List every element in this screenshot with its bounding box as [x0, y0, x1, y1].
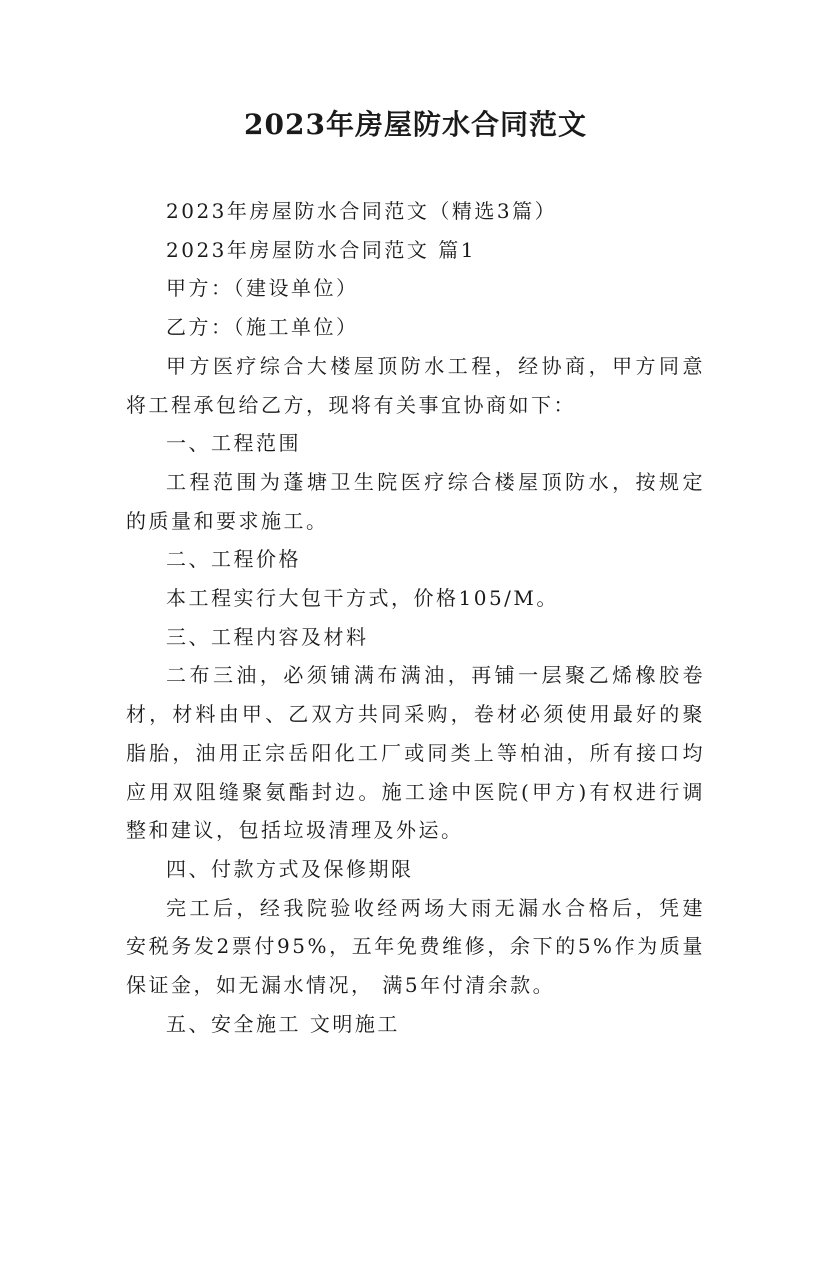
document-body	[126, 192, 705, 1043]
section-heading-safety: 五、安全施工 文明施工	[166, 1011, 400, 1036]
paragraph-article-heading: 2023年房屋防水合同范文 篇1	[166, 237, 476, 262]
paragraph-scope: 工程范围为蓬塘卫生院医疗综合楼屋顶防水，按规定的质量和要求施工。	[126, 469, 705, 533]
paragraph-preamble: 甲方医疗综合大楼屋顶防水工程，经协商，甲方同意将工程承包给乙方，现将有关事宜协商如下：	[126, 353, 705, 417]
paragraph-price: 本工程实行大包干方式，价格105/M。	[166, 586, 559, 611]
section-heading-scope: 一、工程范围	[166, 431, 301, 456]
paragraph-materials: 二布三油，必须铺满布满油，再铺一层聚乙烯橡胶卷材，材料由甲、乙双方共同采购，卷材必须使用最好的聚脂胎，油用正宗岳阳化工厂或同类上等柏油，所有接口均应用双阻缝聚氨酯封边。施工途中医院(甲方)有权进行调整和建议，包括垃圾清理及外运。	[126, 663, 705, 843]
paragraph-party-b: 乙方：（施工单位）	[166, 315, 359, 340]
section-heading-payment: 四、付款方式及保修期限	[166, 856, 414, 881]
paragraph-collection-title: 2023年房屋防水合同范文（精选3篇）	[166, 199, 558, 223]
paragraph-party-a: 甲方：（建设单位）	[166, 276, 359, 301]
section-heading-materials: 三、工程内容及材料	[166, 624, 369, 649]
paragraph-payment: 完工后，经我院验收经两场大雨无漏水合格后，凭建安税务发2票付95%，五年免费维修，余下的5%作为质量保证金，如无漏水情况， 满5年付清余款。	[126, 895, 705, 998]
document-title: 2023年房屋防水合同范文	[244, 108, 587, 141]
section-heading-price: 二、工程价格	[166, 547, 301, 572]
document-page	[0, 102, 827, 1272]
